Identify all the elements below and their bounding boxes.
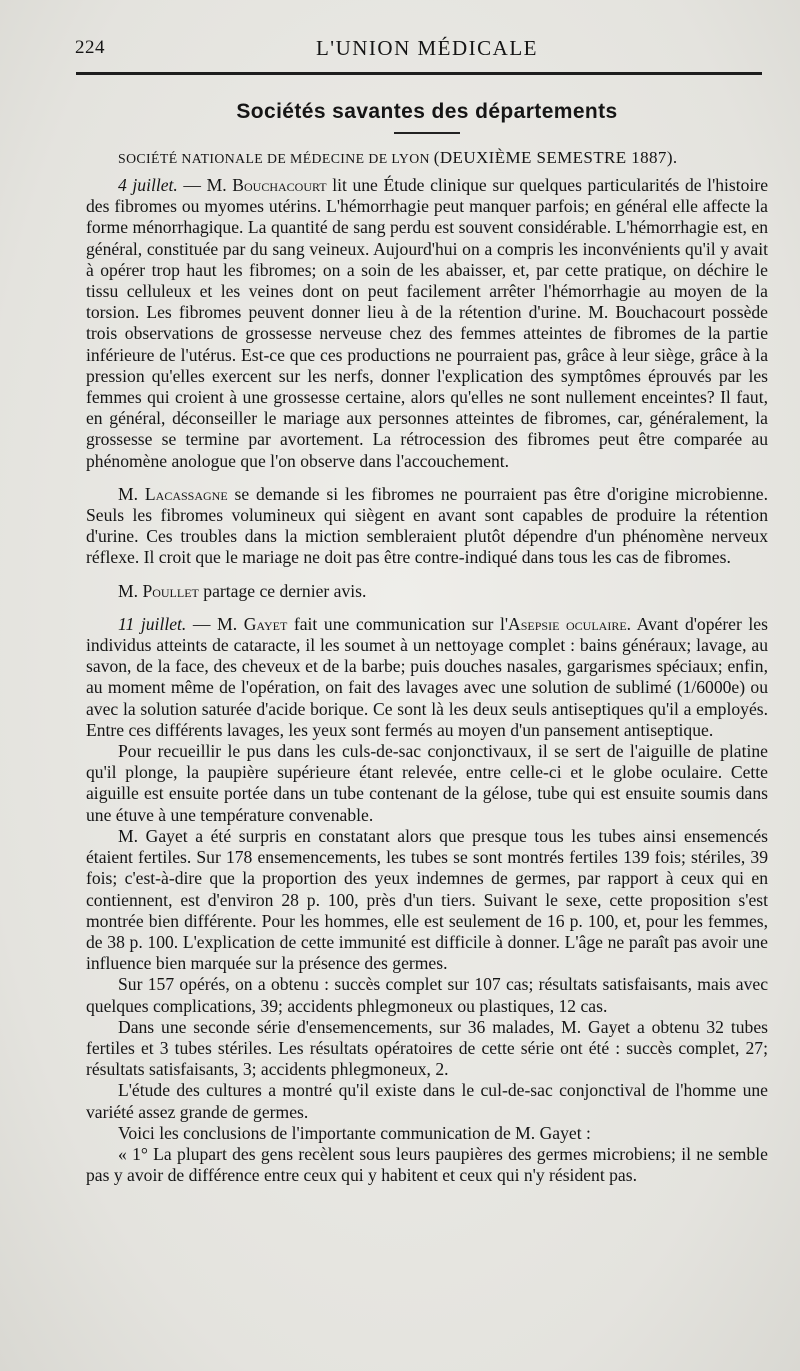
speaker-name: M. Poullet [118,580,199,601]
page-number: 224 [75,37,105,58]
session-date: 11 juillet. [118,613,187,634]
session-date: 4 juillet. [118,175,178,195]
running-head [75,0,768,62]
paragraph: Sur 157 opérés, on a obtenu : succès complet sur 107 cas; résultats satisfaisants, mais avec quelques complications, 39; accidents phlegmoneux ou plastiques, 12 cas. [86,974,768,1016]
paragraph: « 1° La plupart des gens recèlent sous leurs paupières des germes microbiens; il ne semble pas y avoir de différence entre ceux qui y habitent et ceux qui n'y résident pas. [86,1143,768,1186]
paragraph-lacassagne [86,484,768,569]
paragraph-text: partage ce dernier avis. [198,580,367,601]
paragraph-bouchacourt: 4 juillet. — M. Bouchacourt lit une Étude clinique sur quelques particularités de l'histoire des fibromes ou myomes utérins. L'hémorrhagie peut manquer parfois; en général elle affecte la forme ménorrhagique. La quantité de sang perdu est souvent considérable. L'hémorrhagie est, en général, constituée par du sang veineux. Aujourd'hui on a compris les inconvénients qu'il y avait à opérer trop haut les fibromes; on a soin de les abaisser, et, par cette pratique, on déchire le tissu celluleux et les veines dont on peut facilement arrêter l'hémorrhagie au moyen de la torsion. Les fibromes peuvent donner lieu à de la rétention d'urine. M. Bouchacourt possède trois observations de grossesse nerveuse chez des femmes atteintes de fibromes de la partie inférieure de l'utérus. Est-ce que ces productions ne pourraient pas, grâce à leur siège, grâce à la pression qu'elles exercent sur les nerfs, donner l'explication des symptômes éprouvés par les femmes qui croient à une grossesse certaine, alors qu'elles ne sont nullement enceintes? Il faut, en général, déconseiller le mariage aux personnes atteintes de fibromes, car, généralement, la grossesse se termine par avortement. La rétrocession des fibromes peut être comparée au phénomène anologue que l'on observe dans l'accouchement. [86,175,769,471]
header-rule [76,72,762,75]
paragraph: M. Gayet a été surpris en constatant alors que presque tous les tubes ainsi ensemencés étaient fertiles. Sur 178 ensemencements, les tubes se sont montrés fertiles 139 fois; stériles, 39 fois; c'est-à-dire que la proportion des yeux indemnes de germes, par rapport à ceux qui en contiennent, est d'environ 28 p. 100, près d'un tiers. Suivant le sexe, cette proposition s'est montrée bien différente. Pour les hommes, elle est seulement de 16 p. 100, et, pour les femmes, de 38 p. 100. L'explication de cette immunité est difficile à donner. L'âge ne paraît pas avoir une influence bien marquée sur la présence des germes. [86,825,768,974]
society-period: (DEUXIÈME SEMESTRE 1887). [433,148,678,167]
society-heading [118,148,768,168]
paragraph: Voici les conclusions de l'importante communication de M. Gayet : [118,1122,591,1143]
speaker-name: M. Lacassagne [118,483,228,504]
journal-title: L'UNION MÉDICALE [315,36,538,60]
speaker-name: M. Bouchacourt [206,175,327,195]
paragraph-text: fait une communication sur l' [287,613,509,634]
paragraph-text: se demande si les fibromes ne pourraient pas être d'origine microbienne. Seuls les fibromes volumineux qui siègent en avant sont capables de produire la rétention d'urine. Ces troubles dans la miction sembleraient plutôt dépendre d'un phénomène nerveux réflexe. Il croit que le mariage ne doit pas être contre-indiqué dans tous les cas de fibromes. [86,483,769,568]
speaker-name: — M. Gayet [192,613,288,634]
section-rule [394,132,460,134]
paragraph: Dans une seconde série d'ensemencements, sur 36 malades, M. Gayet a obtenu 32 tubes fertiles et 3 tubes stériles. Les résultats opératoires de cette série ont été : succès complet, 27; résultats satisfaisants, 3; accidents phlegmoneux, 2. [86,1016,768,1080]
paragraph-poullet [86,581,768,602]
paragraph-gayet [86,614,768,741]
paragraph-text: lit une Étude clinique sur quelques particularités de l'histoire des fibromes ou myomes utérins. L'hémorrhagie peut manquer parfois; en général elle affecte la forme ménorrhagique. La quantité de sang perdu est souvent considérable. L'hémorrhagie est, en général, constituée par du sang veineux. Aujourd'hui on a compris les inconvénients qu'il y avait à opérer trop haut les fibromes; on a soin de les abaisser, et, par cette pratique, on déchire le tissu celluleux et les veines dont on peut facilement arrêter l'hémorrhagie au moyen de la torsion. Les fibromes peuvent donner lieu à de la rétention d'urine. M. Bouchacourt possède trois observations de grossesse nerveuse chez des femmes atteintes de fibromes de la partie inférieure de l'utérus. Est-ce que ces productions ne pourraient pas, grâce à leur siège, grâce à la pression qu'elles exercent sur les nerfs, donner l'explication des symptômes éprouvés par les femmes qui croient à une grossesse certaine, alors qu'elles ne sont nullement enceintes? Il faut, en général, déconseiller le mariage aux personnes atteintes de fibromes, car, généralement, la grossesse se termine par avortement. La rétrocession des fibromes peut être comparée au phénomène anologue que l'on observe dans l'accouchement. [86,175,769,471]
paragraph: Pour recueillir le pus dans les culs-de-sac conjonctivaux, il se sert de l'aiguille de platine qu'il plonge, la paupière supérieure étant relevée, entre celle-ci et le globe oculaire. Cette aiguille est ensuite portée dans un tube contenant de la gélose, tube qui est ensuite soumis dans une étuve à une température convenable. [86,741,768,825]
paragraph-text: . Avant d'opérer les individus atteints de cataracte, il les soumet à un nettoyage complet : bains généraux; lavage, au savon, de la face, des cheveux et de la barbe; puis douches nasales, gargarismes spéciaux; enfin, au moment même de l'opération, on fait des lavages avec une solution de sublimé (1/6000e) ou avec la solution saturée d'acide borique. Ce sont là les deux seuls antiseptiques qu'il a employés. Entre ces différents lavages, les yeux sont fermés au moyen d'un pansement antiseptique. [86,613,768,740]
society-name: SOCIÉTÉ NATIONALE DE MÉDECINE DE LYON [118,151,430,166]
section-title: Sociétés savantes des départements [236,100,618,123]
paragraph: L'étude des cultures a montré qu'il existe dans le cul-de-sac conjonctival de l'homme une variété assez grande de germes. [86,1080,768,1122]
article-body [86,175,768,1186]
communication-topic: Asepsie oculaire [508,613,627,634]
